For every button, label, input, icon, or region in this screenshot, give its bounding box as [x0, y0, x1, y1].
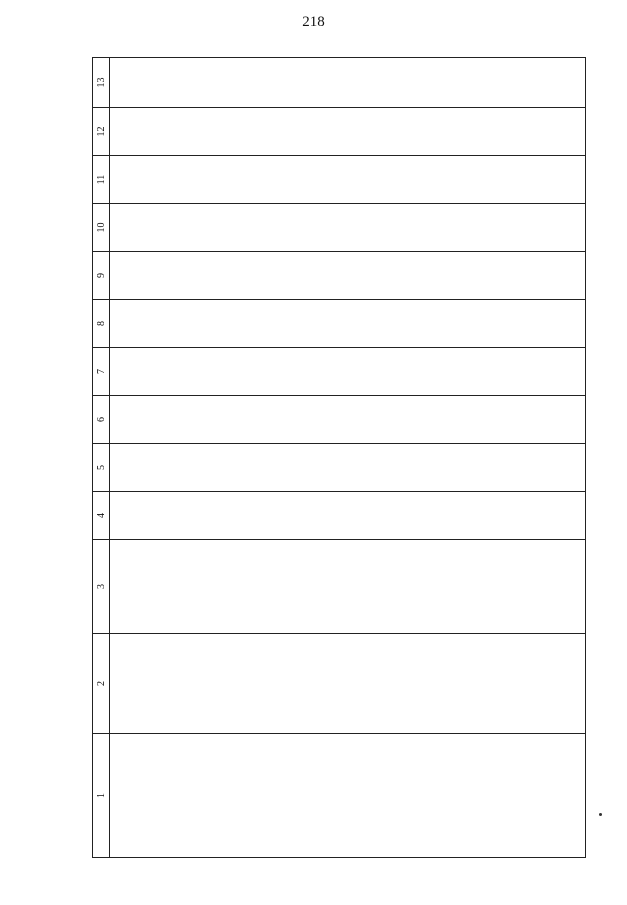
scan-speck: [599, 813, 602, 816]
column-number: 4: [93, 492, 110, 540]
cell-value: [110, 300, 586, 348]
column-number: 8: [93, 300, 110, 348]
page-number: 218: [302, 14, 325, 30]
cell-value: [110, 396, 586, 444]
cell-value: [110, 58, 586, 108]
row-source: [110, 540, 586, 634]
cell-value: [110, 444, 586, 492]
column-number: 2: [93, 634, 110, 734]
rotated-table-wrapper: [92, 60, 586, 858]
column-number: 1: [93, 734, 110, 858]
column-number: 10: [93, 204, 110, 252]
column-number: 13: [93, 58, 110, 108]
column-number: 5: [93, 444, 110, 492]
column-number: 12: [93, 108, 110, 156]
table-header-row: [93, 58, 110, 858]
cell-value: [110, 348, 586, 396]
row-executor: [110, 634, 586, 734]
column-number: 9: [93, 252, 110, 300]
cell-value: [110, 252, 586, 300]
column-number: 11: [93, 156, 110, 204]
row-label: [110, 734, 586, 858]
column-number: 3: [93, 540, 110, 634]
cell-value: [110, 492, 586, 540]
table-row: [110, 58, 586, 858]
cell-value: [110, 204, 586, 252]
column-number: 6: [93, 396, 110, 444]
cell-value: [110, 156, 586, 204]
budget-table: [92, 57, 586, 858]
column-number: 7: [93, 348, 110, 396]
cell-value: [110, 108, 586, 156]
